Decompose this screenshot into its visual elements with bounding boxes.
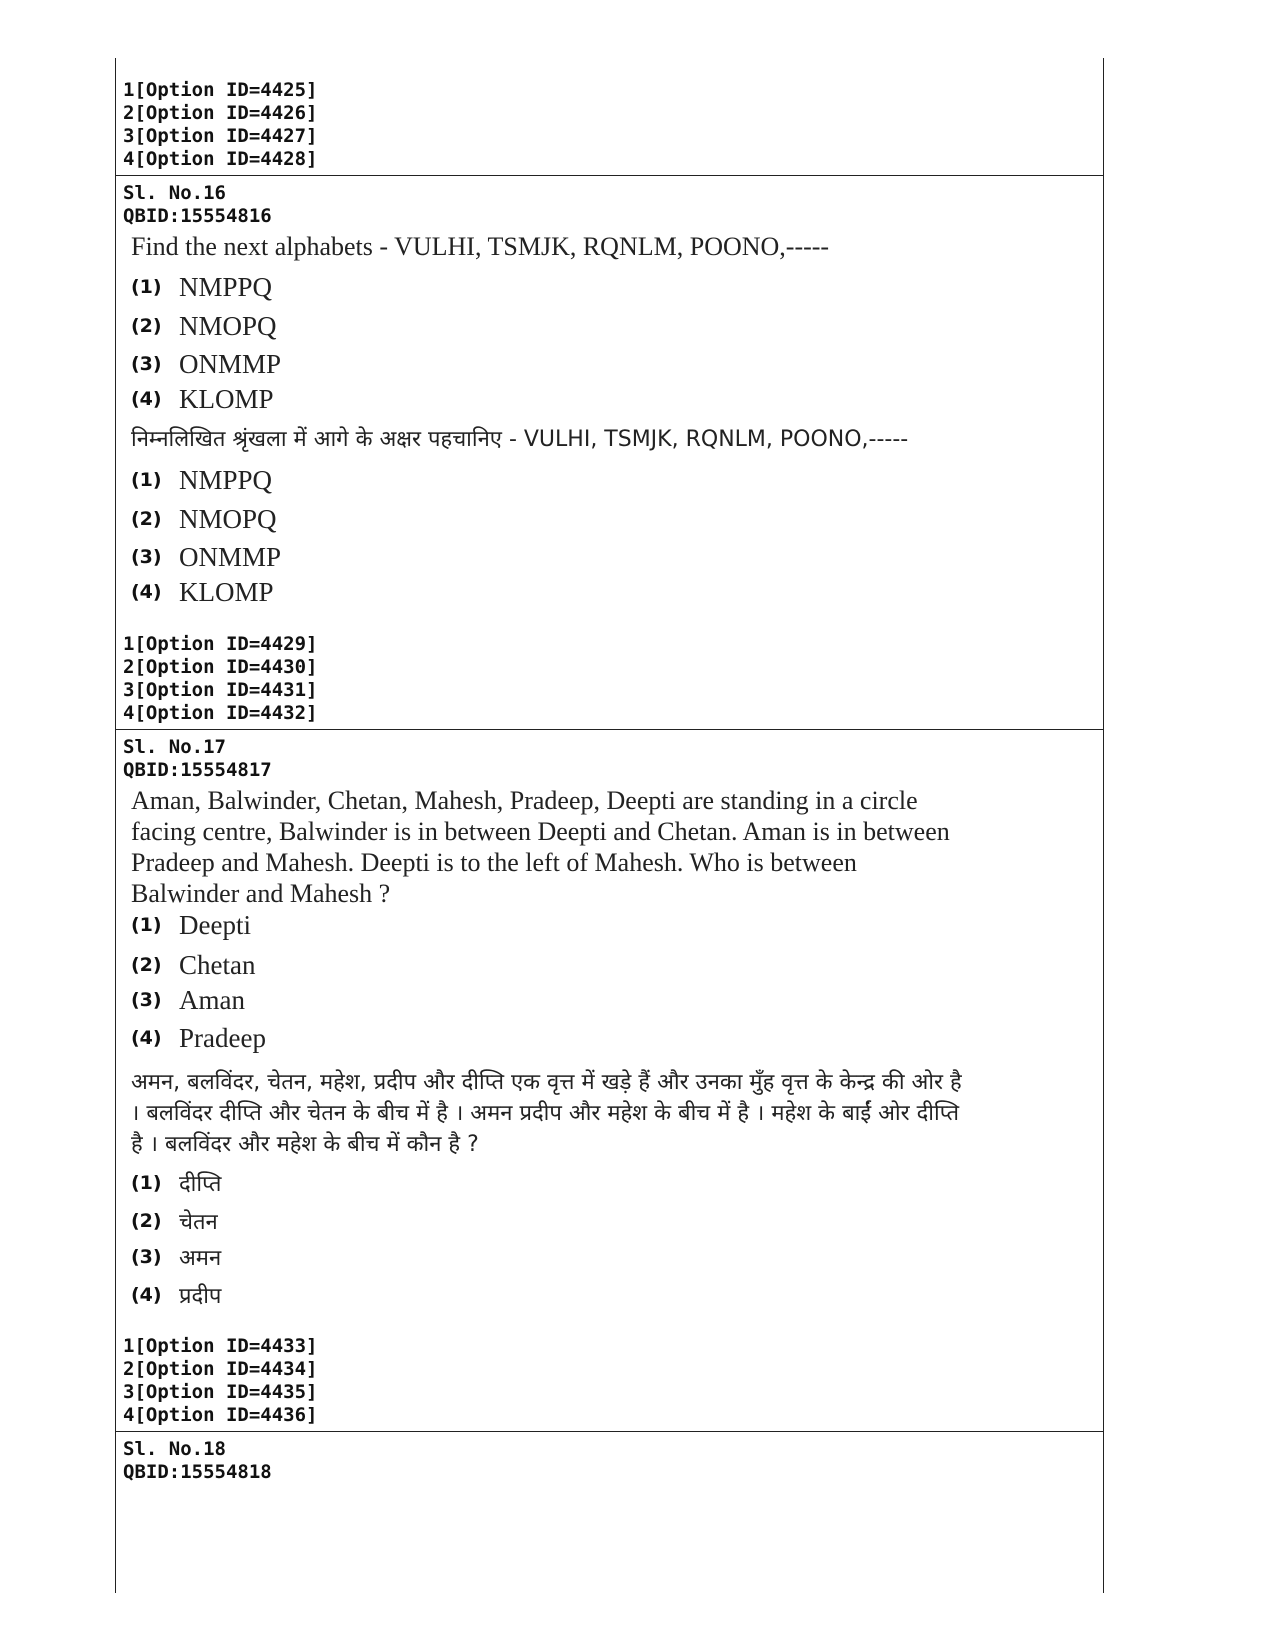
option-number: (1) [131, 914, 162, 936]
qbid: QBID:15554818 [123, 1461, 272, 1483]
option-item [131, 381, 274, 417]
option-text: चेतन [179, 1210, 218, 1235]
option-item [131, 907, 251, 943]
row-divider [116, 1431, 1103, 1432]
option-number: (3) [131, 989, 162, 1011]
option-text: NMOPQ [179, 310, 277, 341]
option-id-line: 3[Option ID=4431] [123, 679, 318, 701]
option-text: Pradeep [179, 1022, 266, 1053]
option-item [131, 1239, 221, 1275]
option-text: NMPPQ [179, 271, 273, 302]
option-number: (4) [131, 1027, 162, 1049]
option-id-line: 1[Option ID=4433] [123, 1335, 318, 1357]
question-header-q17 [123, 736, 272, 782]
question-text-hi [131, 1067, 962, 1160]
question-text-en: Find the next alphabets - VULHI, TSMJK, RQNLM, POONO,----- [131, 232, 830, 261]
option-text: प्रदीप [179, 1284, 222, 1309]
question-paper-frame [115, 58, 1104, 1593]
question-header-q18 [123, 1438, 272, 1484]
option-number: (3) [131, 1246, 162, 1268]
option-number: (1) [131, 469, 162, 491]
serial-number: Sl. No.18 [123, 1438, 226, 1460]
option-number: (4) [131, 1284, 162, 1306]
question-line: Balwinder and Mahesh ? [131, 879, 391, 908]
option-id-list-q15 [123, 79, 317, 171]
option-item [131, 1277, 221, 1313]
row-divider [116, 729, 1103, 730]
option-number: (2) [131, 1210, 162, 1232]
option-id-line: 3[Option ID=4435] [123, 1381, 318, 1403]
option-text: ONMMP [179, 348, 282, 379]
option-id-line: 4[Option ID=4428] [123, 148, 318, 170]
option-number: (2) [131, 315, 162, 337]
row-divider [116, 175, 1103, 176]
question-text-hi: निम्नलिखित श्रृंखला में आगे के अक्षर पहचानिए - VULHI, TSMJK, RQNLM, POONO,----- [131, 427, 909, 452]
option-item [131, 1020, 266, 1056]
option-text: KLOMP [179, 383, 274, 414]
option-id-line: 4[Option ID=4432] [123, 702, 318, 724]
serial-number: Sl. No.17 [123, 736, 226, 758]
option-item [131, 269, 272, 305]
option-text: ONMMP [179, 541, 282, 572]
option-number: (2) [131, 508, 162, 530]
option-text: NMOPQ [179, 503, 277, 534]
option-number: (1) [131, 1172, 162, 1194]
option-item [131, 462, 272, 498]
option-number: (1) [131, 276, 162, 298]
option-id-list-q16 [123, 633, 317, 725]
option-item [131, 982, 245, 1018]
option-number: (4) [131, 388, 162, 410]
option-id-line: 4[Option ID=4436] [123, 1404, 318, 1426]
question-line: अमन, बलविंदर, चेतन, महेश, प्रदीप और दीप्ति एक वृत्त में खड़े हैं और उनका मुँह वृत्त के केन्द्र की ओर है [131, 1070, 962, 1095]
option-id-line: 3[Option ID=4427] [123, 125, 318, 147]
option-text: Deepti [179, 909, 251, 940]
option-id-list-q17 [123, 1335, 317, 1427]
option-text: KLOMP [179, 576, 274, 607]
question-line: facing centre, Balwinder is in between Deepti and Chetan. Aman is in between [131, 817, 950, 846]
option-item [131, 501, 277, 537]
option-text: NMPPQ [179, 464, 273, 495]
option-number: (2) [131, 954, 162, 976]
option-id-line: 1[Option ID=4425] [123, 79, 318, 101]
question-header-q16 [123, 182, 272, 228]
option-item [131, 346, 281, 382]
question-text-en [131, 785, 950, 909]
option-id-line: 2[Option ID=4426] [123, 102, 318, 124]
option-item [131, 1165, 221, 1201]
option-text: Chetan [179, 949, 256, 980]
option-text: Aman [179, 984, 245, 1015]
option-id-line: 2[Option ID=4430] [123, 656, 318, 678]
option-text: अमन [179, 1246, 222, 1271]
option-number: (3) [131, 546, 162, 568]
option-id-line: 1[Option ID=4429] [123, 633, 318, 655]
option-item [131, 1203, 218, 1239]
question-line: । बलविंदर दीप्ति और चेतन के बीच में है । अमन प्रदीप और महेश के बीच में है । महेश के बाईं ओर दीप्ति [131, 1101, 960, 1126]
serial-number: Sl. No.16 [123, 182, 226, 204]
option-id-line: 2[Option ID=4434] [123, 1358, 318, 1380]
option-number: (4) [131, 581, 162, 603]
question-line: है । बलविंदर और महेश के बीच में कौन है ? [131, 1132, 479, 1157]
option-number: (3) [131, 353, 162, 375]
option-item [131, 308, 277, 344]
question-line: Aman, Balwinder, Chetan, Mahesh, Pradeep, Deepti are standing in a circle [131, 786, 918, 815]
option-item [131, 539, 281, 575]
qbid: QBID:15554816 [123, 205, 272, 227]
option-item [131, 574, 274, 610]
qbid: QBID:15554817 [123, 759, 272, 781]
option-text: दीप्ति [179, 1172, 222, 1197]
option-item [131, 947, 255, 983]
question-line: Pradeep and Mahesh. Deepti is to the left of Mahesh. Who is between [131, 848, 857, 877]
